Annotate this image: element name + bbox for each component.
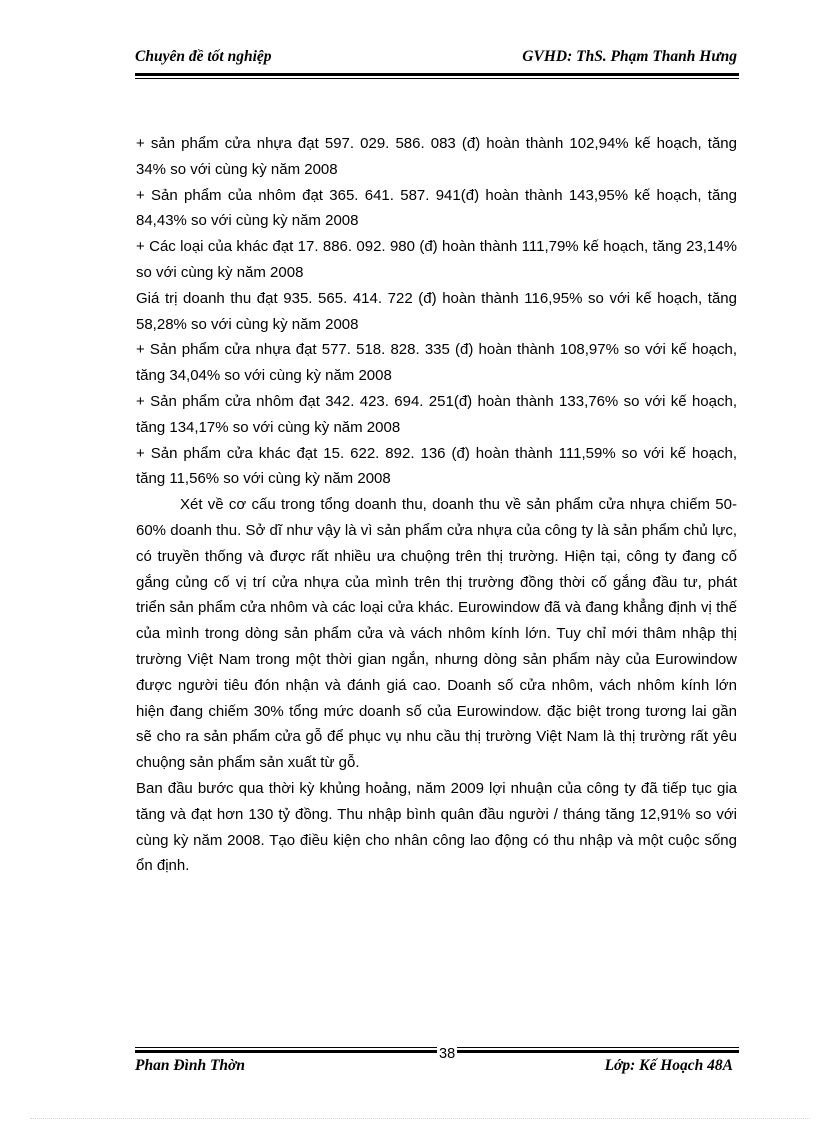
header-rule-thick	[135, 73, 739, 76]
page-number: 38	[439, 1046, 456, 1062]
paragraph: + sản phẩm cửa nhựa đạt 597. 029. 586. 083 (đ) hoàn thành 102,94% kế hoạch, tăng 34% so với cùng kỳ năm 2008	[136, 135, 737, 178]
paragraph: Ban đầu bước qua thời kỳ khủng hoảng, năm 2009 lợi nhuận của công ty đã tiếp tục gia tăng và đạt hơn 130 tỷ đồng. Thu nhập bình quân đầu người / tháng tăng 12,91% so với cùng kỳ năm 2008. Tạo điều kiện cho nhân công lao động có thu nhập và một cuộc sống ổn định.	[136, 779, 737, 875]
footer-class: Lớp: Kế Hoạch 48A	[604, 1057, 733, 1074]
header-title: Chuyên đề tốt nghiệp	[135, 48, 272, 65]
document-body	[136, 131, 737, 879]
paragraph: + Sản phẩm cửa nhựa đạt 577. 518. 828. 335 (đ) hoàn thành 108,97% so với kế hoạch, tăng 34,04% so với cùng kỳ năm 2008	[136, 341, 737, 385]
paragraph: Xét về cơ cấu trong tổng doanh thu, doanh thu về sản phẩm cửa nhựa chiếm 50-60% doanh thu. Sở dĩ như vậy là vì sản phẩm cửa nhựa của công ty là sản phẩm chủ lực, có truyền thống và được rất nhiều ưa chuộng trên thị trường. Hiện tại, công ty đang cố gắng củng cố vị trí cửa nhựa của mình trên thị trường đồng thời cố gắng đầu tư, phát triển sản phẩm cửa nhôm và các loại cửa khác. Eurowindow đã và đang khẳng định vị thế của mình trong dòng sản phẩm cửa và vách nhôm kính lớn. Tuy chỉ mới thâm nhập thị trường Việt Nam trong một thời gian ngắn, nhưng dòng sản phẩm này của Eurowindow được người tiêu đón nhận và đánh giá cao. Doanh số cửa nhôm, vách nhôm kính lớn hiện đang chiếm 30% tổng mức doanh số của Eurowindow. đặc biệt trong tương lai gần sẽ cho ra sản phẩm cửa gỗ để phục vụ nhu cầu thị trường Việt Nam là thị trường rất yêu chuộng sản phẩm sản xuất từ gỗ.	[136, 496, 737, 772]
paragraph: Giá trị doanh thu đạt 935. 565. 414. 722 (đ) hoàn thành 116,95% so với kế hoạch, tăng 58,28% so với cùng kỳ năm 2008	[136, 289, 737, 333]
header-rule-thin	[135, 78, 739, 79]
paragraph: + Sản phẩm cửa nhôm đạt 342. 423. 694. 251(đ) hoàn thành 133,76% so với kế hoạch, tăng 134,17% so với cùng kỳ năm 2008	[136, 392, 737, 436]
page-footer	[135, 1054, 739, 1078]
header-advisor: GVHD: ThS. Phạm Thanh Hưng	[522, 48, 737, 65]
footer-author: Phan Đình Thờn	[135, 1057, 245, 1074]
paragraph: + Các loại của khác đạt 17. 886. 092. 980 (đ) hoàn thành 111,79% kế hoạch, tăng 23,14% so với cùng kỳ năm 2008	[136, 238, 737, 281]
paragraph: + Sản phẩm của nhôm đạt 365. 641. 587. 941(đ) hoàn thành 143,95% kế hoạch, tăng 84,43% so với cùng kỳ năm 2008	[136, 186, 737, 230]
page-edge-divider	[30, 1118, 810, 1119]
page-header	[135, 48, 739, 72]
paragraph: + Sản phẩm cửa khác đạt 15. 622. 892. 136 (đ) hoàn thành 111,59% so với kế hoạch, tăng 11,56% so với cùng kỳ năm 2008	[136, 444, 737, 488]
